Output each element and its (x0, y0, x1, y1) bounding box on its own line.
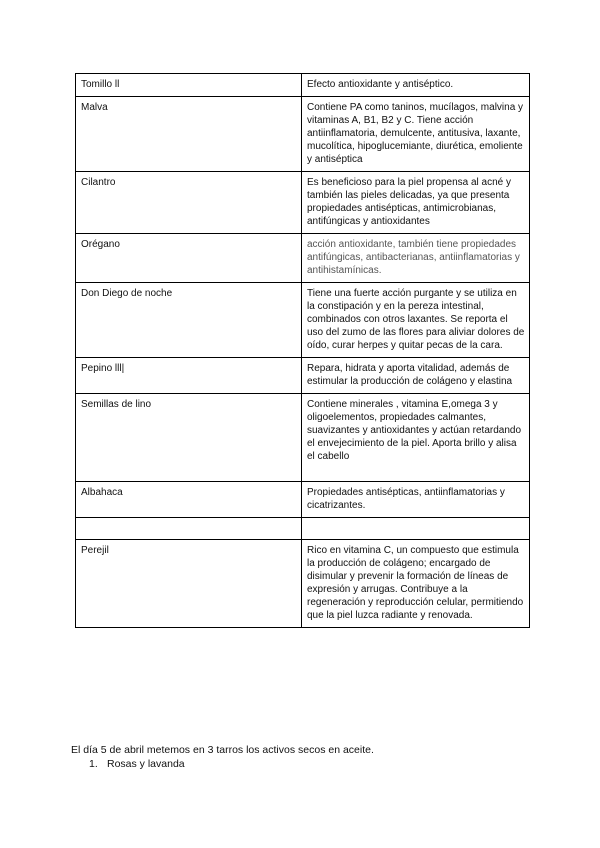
table-row (76, 172, 530, 234)
table-row (76, 518, 530, 540)
list-item-number: 1. (89, 758, 98, 770)
table-row (76, 283, 530, 358)
plant-name: Don Diego de noche (76, 283, 302, 358)
plant-effect: Contiene minerales , vitamina E,omega 3 y oligoelementos, propiedades calmantes, suavizantes y antioxidantes y actúan retardando el envejecimiento de la piel. Aporta brillo y alisa el cabello (302, 394, 530, 482)
steps-list (89, 758, 185, 771)
plant-effect: Contiene PA como taninos, mucílagos, malvina y vitaminas A, B1, B2 y C. Tiene acción antiinflamatoria, demulcente, antitusiva, laxante, mucolítica, hipoglucemiante, diurética, emoliente y antiséptica (302, 97, 530, 172)
list-item-text: Rosas y lavanda (107, 758, 185, 770)
plant-effect: Tiene una fuerte acción purgante y se utiliza en la constipación y en la pereza intestinal, combinados con otros laxantes. Se reporta el uso del zumo de las flores para aliviar dolores de oído, curar herpes y quitar pecas de la cara. (302, 283, 530, 358)
table-row (76, 482, 530, 518)
plant-effect: Es beneficioso para la piel propensa al acné y también las pieles delicadas, ya que presenta propiedades antisépticas, antimicrobianas, antifúngicas y antioxidantes (302, 172, 530, 234)
table-row (76, 358, 530, 394)
table-row (76, 234, 530, 283)
plant-name (76, 518, 302, 540)
plant-effect (302, 518, 530, 540)
plant-name: Malva (76, 97, 302, 172)
table-row (76, 97, 530, 172)
plant-name: Perejil (76, 540, 302, 628)
plant-name: Tomillo ll (76, 74, 302, 97)
plant-name: Semillas de lino (76, 394, 302, 482)
plant-effect: Propiedades antisépticas, antiinflamatorias y cicatrizantes. (302, 482, 530, 518)
plant-effect: Rico en vitamina C, un compuesto que estimula la producción de colágeno; encargado de disimular y prevenir la formación de líneas de expresión y arrugas. Contribuye a la regeneración y reproducción celular, permitiendo que la piel luzca radiante y renovada. (302, 540, 530, 628)
plant-effect: Efecto antioxidante y antiséptico. (302, 74, 530, 97)
plant-name: Orégano (76, 234, 302, 283)
table-row (76, 540, 530, 628)
intro-paragraph: El día 5 de abril metemos en 3 tarros los activos secos en aceite. (71, 744, 374, 756)
plant-name: Albahaca (76, 482, 302, 518)
plants-table (75, 73, 530, 628)
list-item (89, 758, 185, 771)
plant-effect: Repara, hidrata y aporta vitalidad, además de estimular la producción de colágeno y elastina (302, 358, 530, 394)
plant-name: Pepino lll| (76, 358, 302, 394)
table-row (76, 74, 530, 97)
plant-effect: acción antioxidante, también tiene propiedades antifúngicas, antibacterianas, antiinflamatorias y antihistamínicas. (302, 234, 530, 283)
table-row (76, 394, 530, 482)
plant-name: Cilantro (76, 172, 302, 234)
